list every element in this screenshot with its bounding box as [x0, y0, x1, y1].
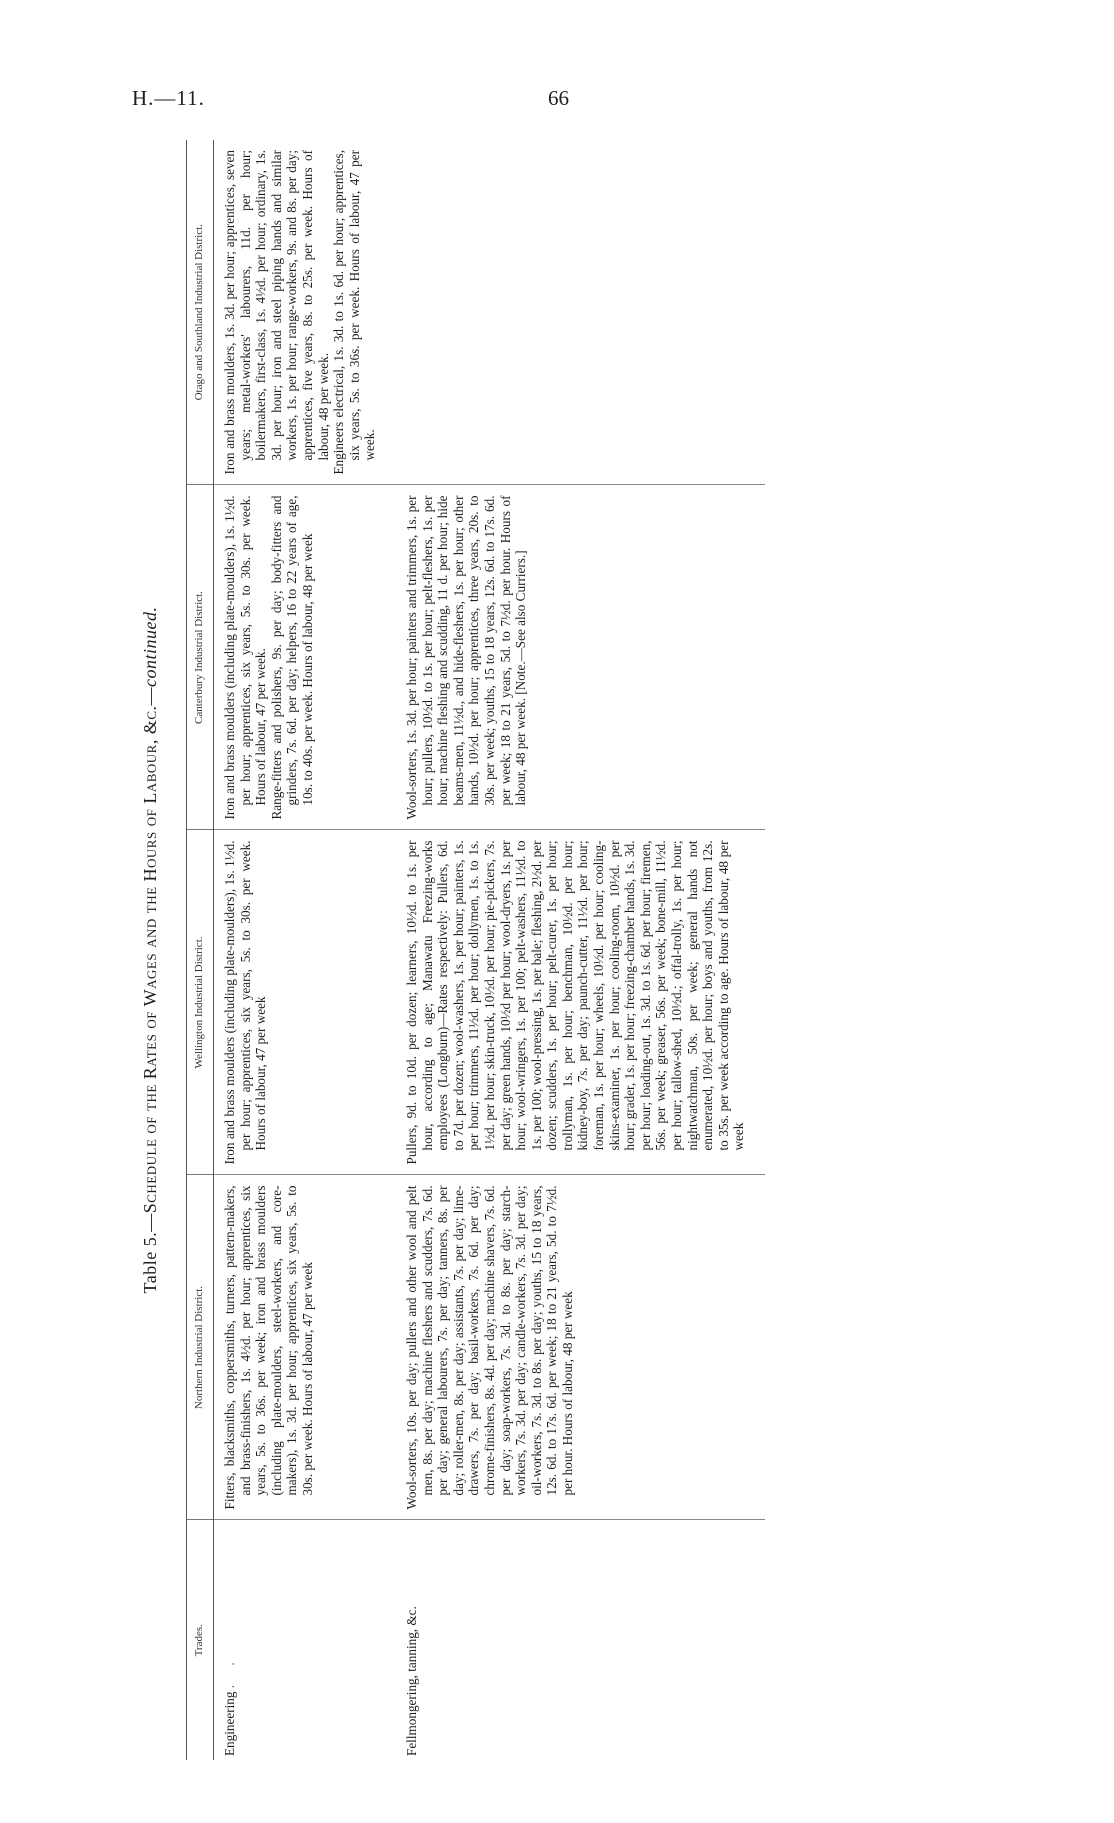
canterbury-text: Wool-sorters, 1s. 3d. per hour; painters and trimmers, 1s. per hour; pullers, 10½d. to 1s. per hour; pelt-fleshers, 1s. per hour; machine fleshing and scudding, 11 d. per hour; hide beams-men, 11½d., and hide-fleshers, 1s. per hour; other hands, 10½d. per hour; apprentices, three years, 20s. to 30s. per week; youths, 15 to 18 years, 12s. 6d. to 17s. 6d. per week; 18 to 21 years, 5d. to 7½d. per hour. Hours of labour, 48 per week. [Note.—See also Curriers.]: [403, 495, 529, 820]
caption-continued: continued.: [140, 606, 160, 687]
col-header-canterbury: Canterbury Industrial District.: [187, 485, 214, 830]
caption-prefix: Table 5.—: [140, 1213, 160, 1294]
canterbury-text-1: Iron and brass moulders (including plate-moulders), 1s. 1½d. per hour; apprentices, six years, 5s. to 30s. per week. Hours of labour, 47 per week.: [222, 495, 269, 820]
table-row-engineering: [214, 140, 396, 1760]
wages-schedule-table: [186, 140, 765, 1760]
wellington-cell: [396, 830, 765, 1175]
trade-cell: [396, 1520, 765, 1760]
rotated-table-block: [140, 140, 970, 1760]
trade-cell: [214, 1520, 396, 1760]
col-header-northern: Northern Industrial District.: [187, 1175, 214, 1520]
wellington-text: Pullers, 9d. to 10d. per dozen; learners, 10½d. to 1s. per hour, according to age; Manawatu Freezing-works employees (Longburn)—Rates respectively: Pullers, 6d. to 7d. per dozen; wool-washers, 1s. per hour; painters, 1s. per hour; trimmers, 11½d. per hour; dollymen, 1s. to 1s. 1½d. per hour; skin-truck, 10½d. per hour; pie-pickers, 7s. per day; green hands, 10½d per hour; wool-dryers, 1s. per hour; wool-wringers, 1s. per 100; pelt-washers, 11½d. to 1s. per 100; wool-pressing, 1s. per bale; fleshing, 2½d. per dozen; scudders, 1s. per hour; pelt-curer, 1s. per hour; trollyman, 1s. per hour; benchman, 10½d. per hour; kidney-boy, 7s. per day; paunch-cutter, 11½d. per hour; foreman, 1s. per hour; wheels, 10½d. per hour; cooling-skins-examiner, 1s. per hour; cooling-room, 10½d. per hour; grader, 1s. per hour; freezing-chamber hands, 1s. 3d. per hour; loading-out, 1s. 3d. to 1s. 6d. per hour; firemen, 56s. per week; greaser, 56s. per week; bone-mill, 11½d. per hour; tallow-shed, 10½d.; offal-trolly, 1s. per hour; nightwatchman, 50s. per week; general hands not enumerated, 10½d. per hour; boys and youths, from 12s. to 35s. per week according to age. Hours of labour, 48 per week: [403, 840, 747, 1165]
canterbury-cell: [214, 485, 396, 830]
canterbury-text-2: Range-fitters and polishers, 9s. per day; body-fitters and grinders, 7s. 6d. per day; helpers, 16 to 22 years of age, 10s. to 40s. per week. Hours of labour, 48 per week: [268, 495, 315, 820]
wellington-cell: [214, 830, 396, 1175]
northern-cell: [396, 1175, 765, 1520]
table-row-fellmongering: [396, 140, 765, 1760]
otago-cell: [214, 140, 396, 485]
otago-text-2: Engineers electrical, 1s. 3d. to 1s. 6d. per hour; apprentices, six years, 5s. to 36s. per week. Hours of labour, 47 per week.: [331, 150, 378, 475]
document-reference: H.—11.: [132, 86, 205, 110]
page-number: 66: [548, 86, 569, 110]
table-caption: [140, 140, 180, 1760]
northern-cell: [214, 1175, 396, 1520]
page-header: [0, 86, 1114, 126]
table-header-row: [187, 140, 214, 1760]
caption-title: Schedule of the Rates of Wages and the Hours of Labour, &c.—: [140, 687, 160, 1214]
wellington-text: Iron and brass moulders (including plate-moulders), 1s. 1½d. per hour; apprentices, six years, 5s. to 30s. per week. Hours of labour, 47 per week: [222, 840, 269, 1165]
col-header-otago: Otago and Southland Industrial District.: [187, 140, 214, 485]
canterbury-cell: [396, 485, 765, 830]
trade-name: Fellmongering, tanning, &c.: [403, 1606, 419, 1756]
otago-text-1: Iron and brass moulders, 1s. 3d. per hour; apprentices, seven years; metal-workers' labourers, 11d. per hour; boilermakers, first-class, 1s. 4½d. per hour; ordinary, 1s. 3d. per hour; iron and steel piping hands and similar workers, 1s. per hour; range-workers, 9s. and 8s. per day; apprentices, five years, 8s. to 25s. per week. Hours of labour, 48 per week.: [222, 150, 331, 475]
col-header-wellington: Wellington Industrial District.: [187, 830, 214, 1175]
northern-text: Wool-sorters, 10s. per day; pullers and other wool and pelt men, 8s. per day; machine fleshers and scudders, 7s. 6d. per day; general labourers, 7s. per day; tanners, 8s. per day; roller-men, 8s. per day; assistants, 7s. per day; lime-drawers, 7s. per day; basil-workers, 7s. 6d. per day; chrome-finishers, 8s. 4d. per day; machine shavers, 7s. 6d. per day; soap-workers, 7s. 3d. to 8s. per day; starch-workers, 7s. 3d. per day; candle-workers, 7s. 3d. per day; oil-workers, 7s. 3d. to 8s. per day; youths, 15 to 18 years, 12s. 6d. to 17s. 6d. per week; 18 to 21 years, 5d. to 7½d. per hour. Hours of labour, 48 per week: [403, 1185, 575, 1510]
col-header-trades: Trades.: [187, 1520, 214, 1760]
northern-text: Fitters, blacksmiths, coppersmiths, turners, pattern-makers, and brass-finishers, 1s. 4½d. per hour; apprentices, six years, 5s. to 36s. per week; iron and brass moulders (including plate-moulders, steel-workers, and core-makers), 1s. 3d. per hour; apprentices, six years, 5s. to 30s. per week. Hours of labour, 47 per week: [222, 1185, 315, 1510]
trade-name: Engineering . .: [222, 1654, 237, 1756]
leader-dots: . .: [222, 1654, 237, 1689]
otago-cell: [396, 140, 765, 485]
